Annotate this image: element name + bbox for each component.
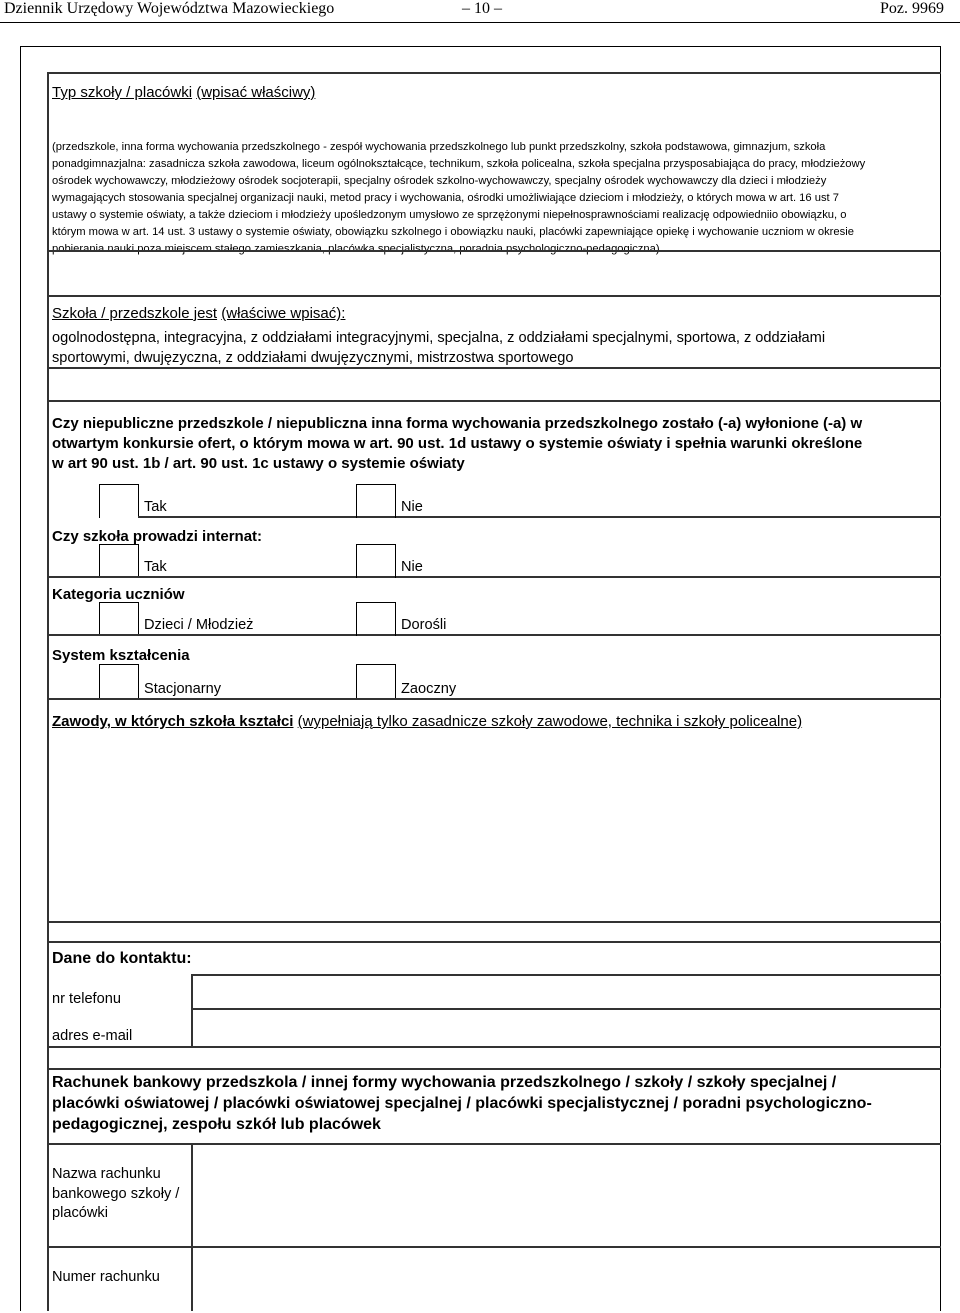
system-fulltime-checkbox[interactable] xyxy=(99,664,139,698)
account-name-line: placówki xyxy=(52,1205,108,1221)
account-name-line: Nazwa rachunku xyxy=(52,1166,161,1182)
school-type-line: ustawy o systemie oświaty, a także dzieciom i młodzieży upośledzonym umysłowo ze sprzężonymi niepełnosprawnościami realizację odpowiedniio obowiązku, o xyxy=(52,209,847,221)
competition-yes-label: Tak xyxy=(144,499,167,515)
rule xyxy=(48,250,941,252)
rule xyxy=(48,1143,941,1145)
rule xyxy=(48,367,941,369)
professions-heading xyxy=(52,713,802,730)
rule xyxy=(191,974,193,1048)
account-name-line: bankowego szkoły / xyxy=(52,1185,180,1202)
school-type-line: ponadgimnazjalna: zasadnicza szkoła zawodowa, liceum ogólnokształcące, technikum, szkoła policealna, szkoła specjalna przysposabiająca do pracy, młodzieżowy xyxy=(52,158,866,170)
competition-no-checkbox[interactable] xyxy=(356,484,396,518)
school-type-hint: (wpisać właściwy) xyxy=(196,84,316,101)
account-number-label: Numer rachunku xyxy=(52,1269,160,1285)
rule xyxy=(48,295,941,297)
account-number-input[interactable] xyxy=(194,1249,939,1309)
student-category-label: Kategoria uczniów xyxy=(52,586,185,603)
category-adults-checkbox[interactable] xyxy=(356,602,396,636)
boarding-question: Czy szkoła prowadzi internat: xyxy=(52,528,263,545)
email-input[interactable] xyxy=(194,1011,939,1045)
competition-question-line: Czy niepubliczne przedszkole / niepubliczna inna forma wychowania przedszkolnego zostało (-a) wyłonione (-a) w xyxy=(52,415,863,432)
bank-heading xyxy=(52,1072,872,1135)
school-type-line: (przedszkole, inna forma wychowania przedszkolnego - zespół wychowania przedszkolnego lub punkt przedszkolny, szkoła podstawowa, gimnazjum, szkoła xyxy=(52,141,826,153)
school-type-line: pobierania nauki poza miejscem stałego zamieszkania, placówka specjalistyczna, poradnia psychologiczno-pedagogiczna) xyxy=(52,243,660,255)
school-kind-line: sportowymi, dwujęzyczna, z oddziałami dwujęzycznymi, mistrzostwa sportowego xyxy=(52,350,574,366)
school-type-line: którym mowa w art. 14 ust. 3 ustawy o systemie oświaty, obowiązku szkolnego i obowiązku nauki, placówki zapewniające opiekę i wychowanie uczniom w okresie xyxy=(52,226,854,238)
rule xyxy=(48,698,941,700)
rule xyxy=(48,400,941,402)
bank-heading-line: pedagogicznej, zespołu szkół lub placówek xyxy=(52,1116,381,1133)
school-type-options xyxy=(52,139,865,258)
rule xyxy=(48,72,941,74)
school-kind-title: Szkoła / przedszkole jest xyxy=(52,305,218,322)
school-kind-line: ogolnodostępna, integracyjna, z oddziałami integracyjnymi, specjalna, z oddziałami specjalnymi, sportowa, z oddziałami xyxy=(52,330,826,346)
rule xyxy=(191,1143,193,1311)
competition-no-label: Nie xyxy=(401,499,423,515)
boarding-yes-checkbox[interactable] xyxy=(99,544,139,578)
professions-hint: (wypełniają tylko zasadnicze szkoły zawodowe, technika i szkoły policealne) xyxy=(297,713,803,730)
competition-question-line: otwartym konkursie ofert, o którym mowa w art. 90 ust. 1d ustawy o systemie oświaty i spełnia warunki określone xyxy=(52,435,863,452)
school-kind-heading xyxy=(52,305,345,322)
rule xyxy=(48,1046,941,1048)
rule xyxy=(48,1068,941,1070)
rule xyxy=(138,516,941,518)
rule xyxy=(48,634,941,636)
school-kind-hint: (właściwe wpisać): xyxy=(221,305,346,322)
position-number: Poz. 9969 xyxy=(880,0,944,17)
school-type-line: ośrodek wychowawczy, młodzieżowy ośrodek socjoterapii, specjalny ośrodek szkolno-wychowawczy, specjalny ośrodek wychowawczy dla dzieci i młodzieży xyxy=(52,175,827,187)
rule xyxy=(48,1246,941,1248)
phone-label: nr telefonu xyxy=(52,991,121,1007)
school-type-title: Typ szkoły / placówki xyxy=(52,84,193,101)
account-name-input[interactable] xyxy=(194,1146,939,1244)
boarding-no-label: Nie xyxy=(401,559,423,575)
competition-question-line: w art 90 ust. 1b / art. 90 ust. 1c ustawy o systemie oświaty xyxy=(52,455,465,472)
category-adults-label: Dorośli xyxy=(401,617,447,633)
professions-title: Zawody, w których szkoła kształci xyxy=(52,713,294,730)
rule xyxy=(48,576,941,578)
school-type-line: wymagających stosowania specjalnej organizacji nauki, metod pracy i wychowania, ośrodki umożliwiające dzieciom i młodzieży, o których mowa w art. 16 ust 7 xyxy=(52,192,839,204)
education-system-label: System kształcenia xyxy=(52,647,190,664)
competition-question xyxy=(52,414,862,474)
system-extramural-label: Zaoczny xyxy=(401,681,457,697)
category-children-label: Dzieci / Młodzież xyxy=(144,617,254,633)
school-type-heading xyxy=(52,84,315,101)
rule xyxy=(191,1008,941,1010)
professions-field[interactable] xyxy=(60,740,930,915)
inner-left-border xyxy=(47,72,49,1311)
system-fulltime-label: Stacjonarny xyxy=(144,681,222,697)
bank-heading-line: Rachunek bankowy przedszkola / innej formy wychowania przedszkolnego / szkoły / szkoły specjalnej / xyxy=(52,1074,837,1091)
school-kind-options xyxy=(52,328,825,368)
phone-input[interactable] xyxy=(194,976,939,1006)
page-header xyxy=(0,0,960,23)
rule xyxy=(48,941,941,943)
account-name-label xyxy=(52,1165,179,1224)
bank-heading-line: placówki oświatowej / placówki oświatowej specjalnej / placówki specjalistycznej / poradni psychologiczno- xyxy=(52,1095,872,1112)
contact-title: Dane do kontaktu: xyxy=(52,950,192,967)
boarding-yes-label: Tak xyxy=(144,559,167,575)
competition-yes-checkbox[interactable] xyxy=(99,484,139,518)
email-label: adres e-mail xyxy=(52,1028,133,1044)
rule xyxy=(48,921,941,923)
journal-title: Dziennik Urzędowy Województwa Mazowieckiego xyxy=(4,0,335,17)
page-number: – 10 – xyxy=(462,0,502,17)
system-extramural-checkbox[interactable] xyxy=(356,664,396,698)
boarding-no-checkbox[interactable] xyxy=(356,544,396,578)
category-children-checkbox[interactable] xyxy=(99,602,139,636)
